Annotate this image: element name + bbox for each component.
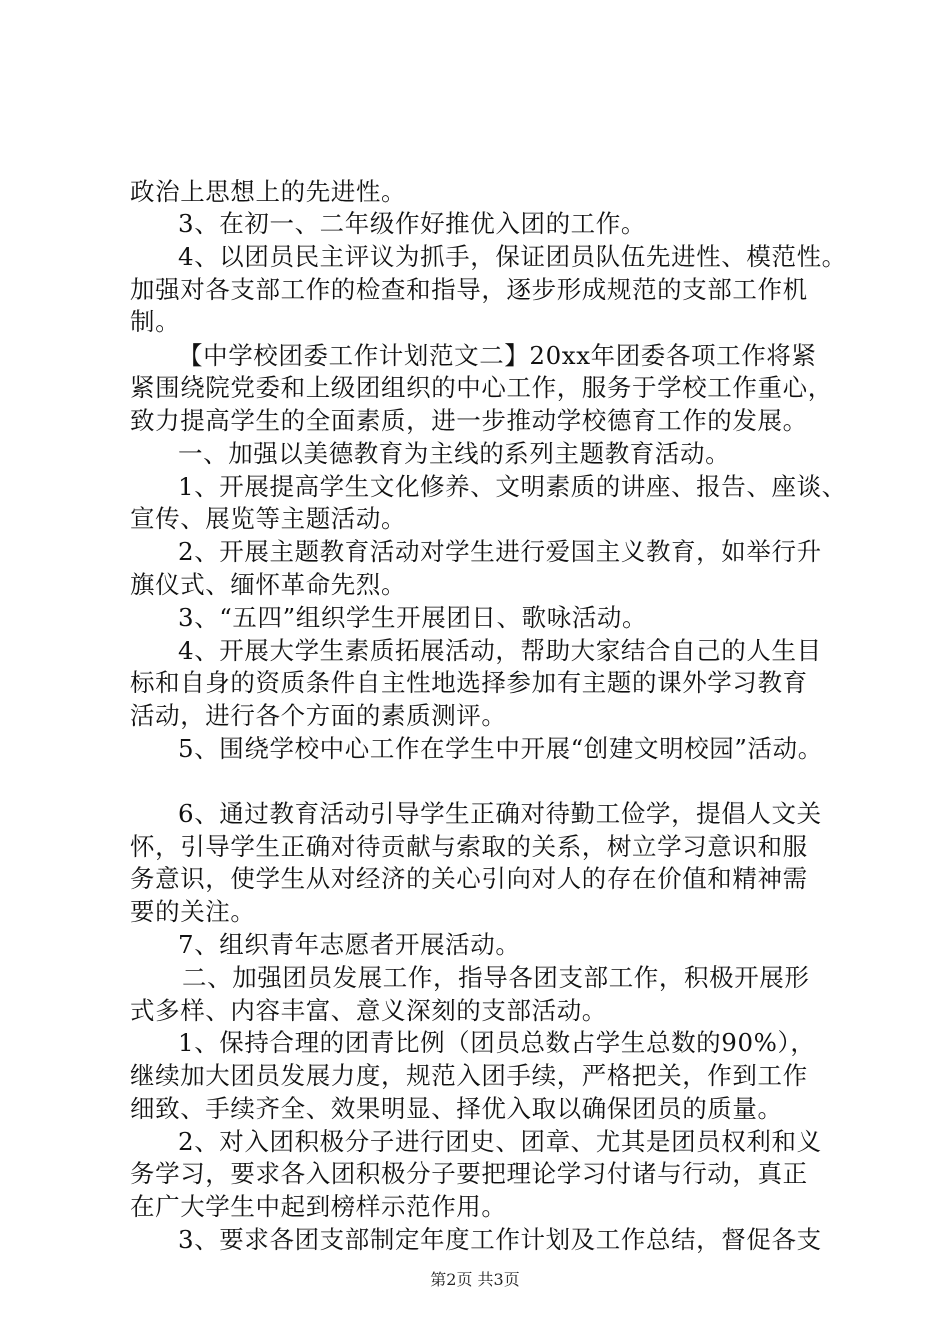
text-line: 5、围绕学校中心工作在学生中开展“创建文明校园”活动。 [178,734,823,763]
text-line: 【中学校团委工作计划范文二】20xx年团委各项工作将紧 [178,341,817,370]
text-line: 3、“五四”组织学生开展团日、歌咏活动。 [178,603,648,632]
text-line: 式多样、内容丰富、意义深刻的支部活动。 [130,996,607,1025]
text-line: 3、要求各团支部制定年度工作计划及工作总结，督促各支 [178,1225,822,1254]
text-line: 政治上思想上的先进性。 [130,177,407,206]
text-line: 制。 [130,307,181,336]
text-line: 1、开展提高学生文化修养、文明素质的讲座、报告、座谈、 [178,472,847,501]
text-line: 一、加强以美德教育为主线的系列主题教育活动。 [178,439,731,468]
text-line: 致力提高学生的全面素质，进一步推动学校德育工作的发展。 [130,406,808,435]
text-line: 细致、手续齐全、效果明显、择优入取以确保团员的质量。 [130,1094,783,1123]
text-line: 继续加大团员发展力度，规范入团手续，严格把关，作到工作 [130,1061,808,1090]
text-line: 标和自身的资质条件自主性地选择参加有主题的课外学习教育 [130,668,808,697]
text-line: 要的关注。 [130,897,256,926]
text-line: 4、以团员民主评议为抓手，保证团员队伍先进性、模范性。 [178,242,847,271]
text-line: 旗仪式、缅怀革命先烈。 [130,570,407,599]
page-number-footer: 第2页 共3页 [430,1270,520,1289]
text-line: 怀，引导学生正确对待贡献与索取的关系，树立学习意识和服 [130,832,808,861]
text-line: 宣传、展览等主题活动。 [130,504,407,533]
text-line: 务学习，要求各入团积极分子要把理论学习付诸与行动，真正 [130,1159,808,1188]
text-line: 二、加强团员发展工作，指导各团支部工作，积极开展形 [182,963,810,992]
text-line: 6、通过教育活动引导学生正确对待勤工俭学，提倡人文关 [178,799,822,828]
text-line: 在广大学生中起到榜样示范作用。 [130,1192,507,1221]
text-line: 2、对入团积极分子进行团史、团章、尤其是团员权利和义 [178,1127,822,1156]
text-line: 7、组织青年志愿者开展活动。 [178,930,521,959]
text-line: 紧围绕院党委和上级团组织的中心工作，服务于学校工作重心， [130,373,833,402]
text-line: 活动，进行各个方面的素质测评。 [130,701,507,730]
text-line: 加强对各支部工作的检查和指导，逐步形成规范的支部工作机 [130,275,808,304]
text-line: 2、开展主题教育活动对学生进行爱国主义教育，如举行升 [178,537,822,566]
text-line: 务意识，使学生从对经济的关心引向对人的存在价值和精神需 [130,864,808,893]
text-line: 1、保持合理的团青比例（团员总数占学生总数的90%）， [178,1028,816,1057]
text-line: 4、开展大学生素质拓展活动，帮助大家结合自己的人生目 [178,636,822,665]
text-line: 3、在初一、二年级作好推优入团的工作。 [178,209,646,238]
